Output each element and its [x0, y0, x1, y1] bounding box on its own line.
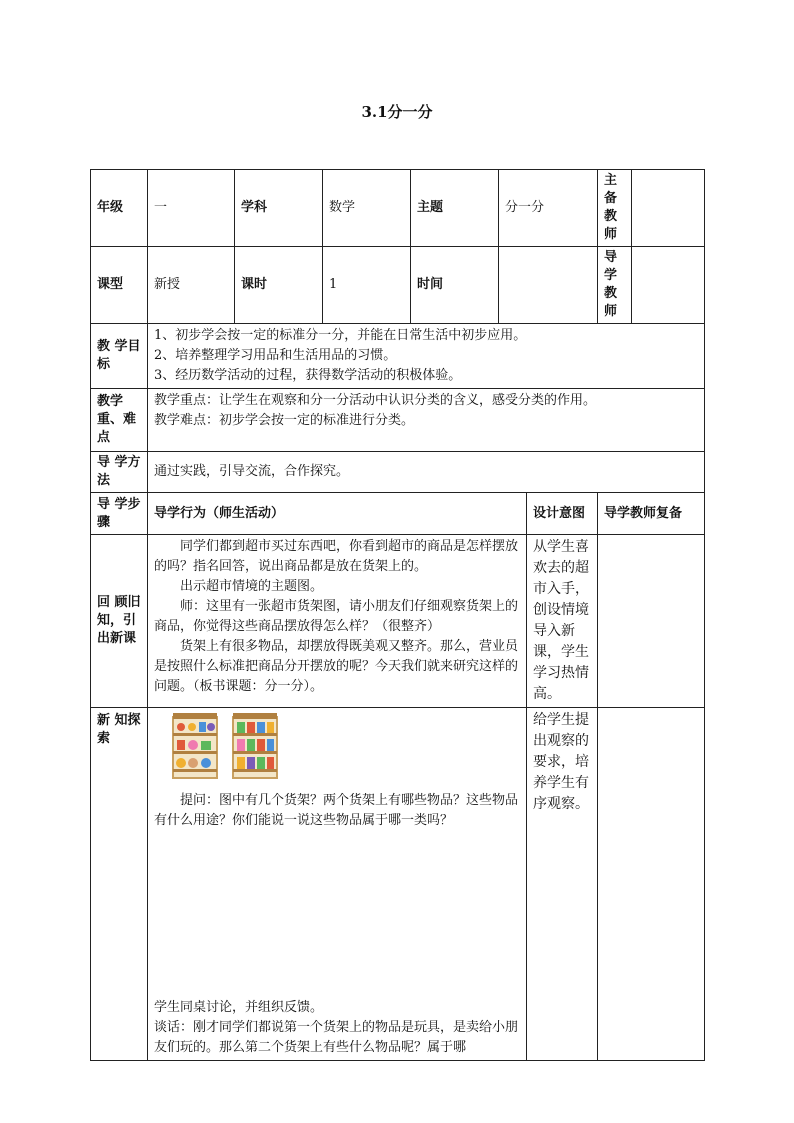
key-points-content — [148, 389, 705, 452]
activity-header: 导学行为（师生活动） — [148, 493, 527, 535]
goal-item: 1、初步学会按一定的标准分一分，并能在日常生活中初步应用。 — [154, 328, 527, 343]
topic-value: 分一分 — [499, 170, 598, 247]
book-shelf-icon — [232, 711, 278, 779]
type-label: 课型 — [91, 247, 148, 324]
lead-teacher-label: 主备教师 — [598, 170, 632, 247]
explore-step-row — [91, 708, 705, 1061]
review-paragraph: 师：这里有一张超市货架图，请小朋友们仔细观察货架上的商品，你觉得这些商品摆放得怎么样？（很整齐） — [154, 599, 519, 634]
review-step-intent: 从学生喜欢去的超市入手，创设情境导入新课，学生学习热情高。 — [527, 535, 598, 708]
supermarket-shelves-image — [148, 708, 526, 791]
topic-label: 主题 — [411, 170, 499, 247]
review-step-content — [148, 535, 527, 708]
time-value — [499, 247, 598, 324]
goal-item: 2、培养整理学习用品和生活用品的习惯。 — [154, 348, 397, 363]
lead-teacher-value — [632, 170, 705, 247]
lesson-plan-table — [90, 169, 705, 1061]
info-row-1 — [91, 170, 705, 247]
grade-value: 一 — [148, 170, 235, 247]
type-value: 新授 — [148, 247, 235, 324]
key-difficulty: 教学难点：初步学会按一定的标准进行分类。 — [154, 413, 415, 428]
steps-label: 导 学步骤 — [91, 493, 148, 535]
explore-bottom-text — [154, 998, 520, 1058]
explore-step-content — [148, 708, 527, 1061]
method-row — [91, 452, 705, 493]
review-step-label: 回 顾旧知，引 出新课 — [91, 535, 148, 708]
key-points-label: 教学重、难点 — [91, 389, 148, 452]
key-points-row — [91, 389, 705, 452]
toy-shelf-icon — [172, 711, 218, 779]
review-header: 导学教师复备 — [598, 493, 705, 535]
subject-value: 数学 — [323, 170, 411, 247]
subject-label: 学科 — [235, 170, 323, 247]
document-title: 3.1分一分 — [361, 103, 433, 121]
grade-label: 年级 — [91, 170, 148, 247]
explore-question: 提问：图中有几个货架？两个货架上有哪些物品？这些物品有什么用途？你们能说一说这些物品属于哪一类吗？ — [154, 793, 519, 828]
goals-row — [91, 324, 705, 389]
review-paragraph: 同学们都到超市买过东西吧，你看到超市的商品是怎样摆放的吗？指名回答，说出商品都是放在货架上的。 — [154, 539, 519, 574]
explore-talk: 谈话：刚才同学们都说第一个货架上的物品是玩具，是卖给小朋友们玩的。那么第二个货架上有些什么物品呢？属于哪 — [154, 1020, 519, 1055]
method-label: 导 学方法 — [91, 452, 148, 493]
review-step-row — [91, 535, 705, 708]
goals-content — [148, 324, 705, 389]
guide-teacher-label: 导学教师 — [598, 247, 632, 324]
info-row-2 — [91, 247, 705, 324]
guide-teacher-value — [632, 247, 705, 324]
review-step-notes — [598, 535, 705, 708]
periods-value: 1 — [323, 247, 411, 324]
time-label: 时间 — [411, 247, 499, 324]
explore-step-notes — [598, 708, 705, 1061]
periods-label: 课时 — [235, 247, 323, 324]
review-paragraph: 货架上有很多物品，却摆放得既美观又整齐。那么，营业员是按照什么标准把商品分开摆放的呢？今天我们就来研究这样的问题。（板书课题：分一分）。 — [154, 639, 519, 694]
goal-item: 3、经历数学活动的过程，获得数学活动的积极体验。 — [154, 368, 462, 383]
explore-step-intent: 给学生提出观察的要求，培养学生有序观察。 — [527, 708, 598, 1061]
goals-label: 教 学目标 — [91, 324, 148, 389]
review-paragraph: 出示超市情境的主题图。 — [180, 579, 324, 594]
steps-header-row — [91, 493, 705, 535]
explore-discussion: 学生同桌讨论，并组织反馈。 — [154, 1000, 324, 1015]
intent-header: 设计意图 — [527, 493, 598, 535]
method-text: 通过实践，引导交流，合作探究。 — [148, 452, 705, 493]
key-focus: 教学重点：让学生在观察和分一分活动中认识分类的含义，感受分类的作用。 — [154, 393, 597, 408]
explore-step-label: 新 知探索 — [91, 708, 148, 1061]
